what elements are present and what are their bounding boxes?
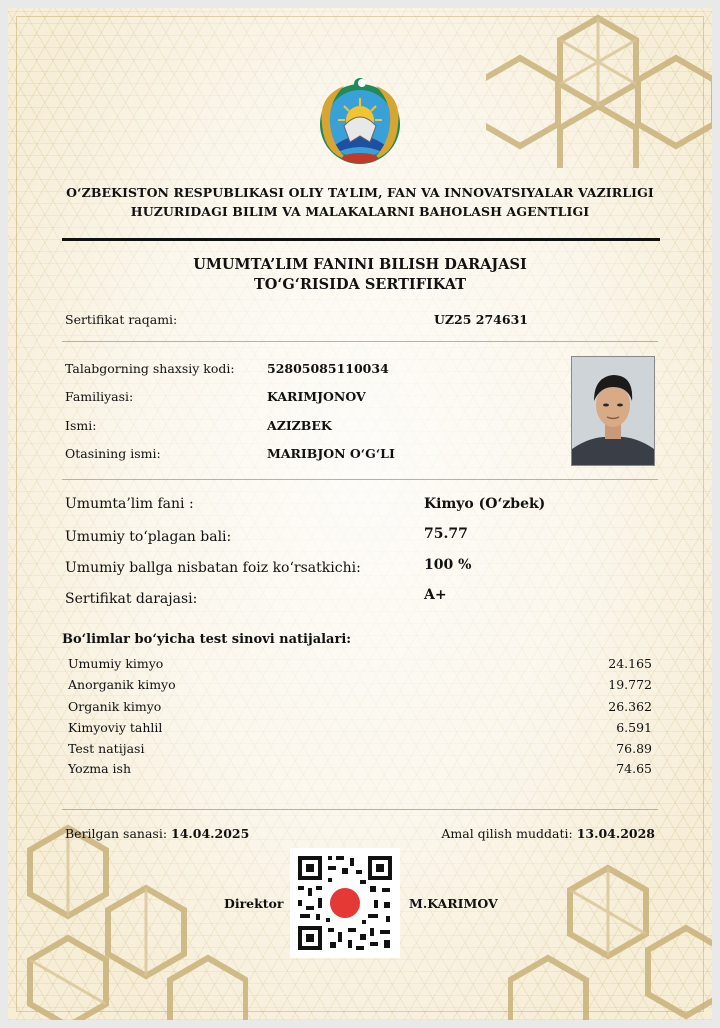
name-label: Ismi: (65, 418, 97, 433)
section-row-label: Anorganik kimyo (68, 677, 176, 692)
corner-ornament-bottom-right (508, 838, 712, 1020)
corner-ornament-top-right (486, 8, 712, 168)
org-name-line1: O‘ZBEKISTON RESPUBLIKASI OLIY TA’LIM, FAN VA INNOVATSIYALAR VAZIRLIGI (66, 185, 654, 200)
divider (62, 341, 658, 342)
subject-label: Umumta’lim fani : (65, 496, 194, 512)
qr-code[interactable] (290, 848, 400, 958)
certificate-page (8, 8, 712, 1020)
valid-until (441, 826, 655, 841)
surname-label: Familiyasi: (65, 389, 134, 404)
name-value: AZIZBEK (267, 418, 332, 433)
section-row-value: 24.165 (608, 656, 652, 671)
valid-value: 13.04.2028 (576, 826, 655, 841)
section-row-value: 74.65 (616, 761, 652, 776)
director-name: M.KARIMOV (409, 896, 498, 911)
section-row-label: Kimyoviy tahlil (68, 720, 163, 735)
percent-label: Umumiy ballga nisbatan foiz ko‘rsatkichi: (65, 560, 361, 576)
surname-value: KARIMJONOV (267, 389, 366, 404)
issued-label: Berilgan sanasi: (65, 826, 168, 841)
divider (62, 809, 658, 810)
issued-value: 14.04.2025 (171, 826, 250, 841)
certificate-title-line2: TO‘G‘RISIDA SERTIFIKAT (253, 276, 467, 293)
issued-date (65, 826, 249, 841)
patronymic-value: MARIBJON O‘G‘LI (267, 446, 395, 461)
percent-value: 100 % (424, 557, 472, 573)
certificate-number-value: UZ25 274631 (434, 312, 528, 327)
pin-label: Talabgorning shaxsiy kodi: (65, 361, 235, 376)
section-row-value: 19.772 (608, 677, 652, 692)
score-value: 75.77 (424, 526, 468, 542)
valid-label: Amal qilish muddati: (441, 826, 573, 841)
section-row-label: Organik kimyo (68, 699, 162, 714)
grade-label: Sertifikat darajasi: (65, 591, 198, 607)
divider (62, 479, 658, 480)
sections-heading: Bo‘limlar bo‘yicha test sinovi natijalari: (62, 632, 352, 647)
qr-code-icon (290, 848, 400, 958)
org-name-line2: HUZURIDAGI BILIM VA MALAKALARNI BAHOLASH AGENTLIGI (130, 204, 590, 219)
score-label: Umumiy to‘plagan bali: (65, 529, 232, 545)
section-row-label: Yozma ish (68, 761, 132, 776)
section-row-label: Umumiy kimyo (68, 656, 164, 671)
director-label: Direktor (224, 896, 284, 911)
person-photo-icon (572, 357, 654, 465)
holder-photo (571, 356, 655, 466)
state-emblem-icon (314, 76, 406, 168)
section-row-label: Test natijasi (68, 741, 145, 756)
section-row-value: 6.591 (616, 720, 652, 735)
subject-value: Kimyo (O‘zbek) (424, 496, 546, 512)
patronymic-label: Otasining ismi: (65, 446, 161, 461)
grade-value: A+ (424, 587, 447, 603)
certificate-number-label: Sertifikat raqami: (65, 312, 178, 327)
pin-value: 52805085110034 (267, 361, 389, 376)
header-divider (62, 238, 660, 241)
section-row-value: 76.89 (616, 741, 652, 756)
certificate-title-line1: UMUMTA’LIM FANINI BILISH DARAJASI (193, 256, 527, 273)
section-row-value: 26.362 (608, 699, 652, 714)
